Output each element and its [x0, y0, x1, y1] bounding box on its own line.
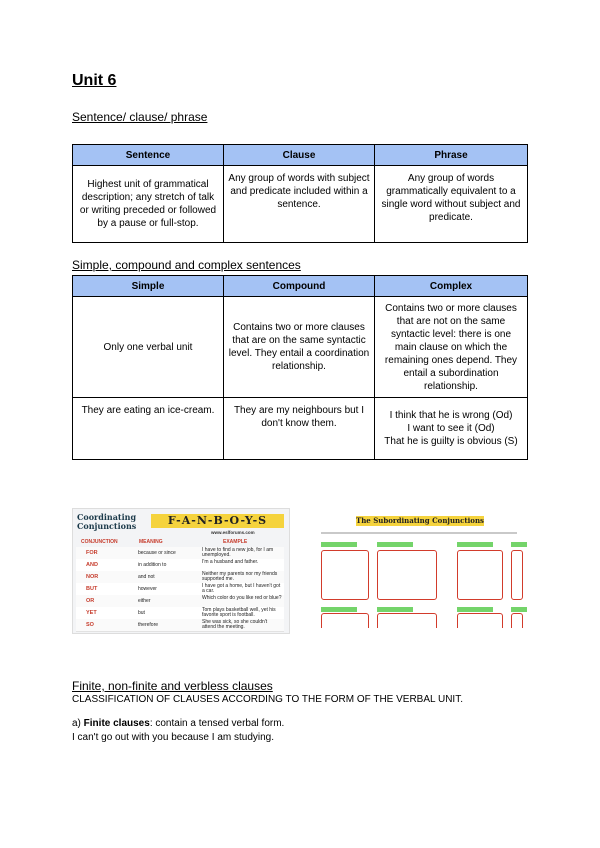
category-label-shape [457, 607, 493, 612]
sentence-definition: Highest unit of grammatical description; any stretch of talk or writing preceded or followed by a pause or full-stop. [73, 166, 224, 243]
fanboys-example: Which color do you like red or blue? [202, 595, 282, 601]
category-label-shape [321, 542, 357, 547]
header-phrase: Phrase [375, 145, 528, 166]
header-complex: Complex [375, 276, 528, 297]
section-heading-sentence-types: Simple, compound and complex sentences [72, 258, 301, 272]
section-heading-sentence-clause-phrase: Sentence/ clause/ phrase [72, 110, 208, 124]
category-label-shape [321, 607, 357, 612]
fanboys-meaning: in addition to [138, 562, 167, 568]
header-sentence: Sentence [73, 145, 224, 166]
fanboys-example: Tom plays basketball well, yet his favorite sport is football. [202, 607, 276, 618]
conjunction-box-shape [457, 613, 503, 628]
simple-example: They are eating an ice-cream. [73, 398, 224, 460]
compound-example: They are my neighbours but I don't know them. [224, 398, 375, 460]
finite-clause-example: I can't go out with you because I am studying. [72, 732, 275, 743]
fanboys-col-conjunction: CONJUNCTION [81, 539, 118, 545]
category-label-shape [457, 542, 493, 547]
fanboys-example: She was sick, so she couldn't attend the meeting. [202, 619, 268, 630]
fanboys-example: Neither my parents nor my friends supported me. [202, 571, 278, 582]
fanboys-meaning: because or since [138, 550, 176, 556]
conjunction-box-shape [511, 613, 523, 628]
unit-title: Unit 6 [72, 72, 117, 89]
conjunction-box-shape [321, 550, 369, 600]
fanboys-meaning: but [138, 610, 145, 616]
fanboys-banner: F-A-N-B-O-Y-S [151, 514, 284, 528]
category-label-shape [377, 542, 413, 547]
fanboys-conjunction: FOR [86, 550, 98, 556]
finite-clauses-definition: a) Finite clauses: contain a tensed verbal form. [72, 718, 285, 729]
fanboys-conjunction: NOR [86, 574, 99, 580]
fanboys-conjunction: AND [86, 562, 98, 568]
classification-subheading: CLASSIFICATION OF CLAUSES ACCORDING TO THE FORM OF THE VERBAL UNIT. [72, 694, 463, 705]
table-header-row [73, 145, 528, 166]
conjunction-box-shape [511, 550, 523, 600]
table-header-row [73, 276, 528, 297]
clause-definition: Any group of words with subject and predicate included within a sentence. [224, 166, 375, 243]
fanboys-site: www.eslforums.com [211, 530, 255, 535]
fanboys-example: I'm a husband and father. [202, 559, 259, 565]
table-row [73, 398, 528, 460]
subordinating-title: The Subordinating Conjunctions [356, 516, 484, 525]
header-clause: Clause [224, 145, 375, 166]
category-label-shape [377, 607, 413, 612]
fanboys-example: I have to find a new job, for I am unemployed. [202, 547, 274, 558]
fanboys-conjunction: YET [86, 610, 97, 616]
fanboys-col-meaning: MEANING [139, 539, 163, 545]
fanboys-meaning: either [138, 598, 151, 604]
fanboys-conjunction: OR [86, 598, 95, 604]
conjunction-box-shape [377, 550, 437, 600]
phrase-definition: Any group of words grammatically equivalent to a single word without subject and predicate. [375, 166, 528, 243]
header-compound: Compound [224, 276, 375, 297]
sentence-clause-phrase-table [72, 144, 528, 243]
fanboys-infographic [72, 508, 290, 634]
fanboys-conjunction: SO [86, 622, 94, 628]
fanboys-conjunction: BUT [86, 586, 98, 592]
table-row [73, 297, 528, 398]
finite-clauses-term: Finite clauses [83, 718, 150, 729]
fanboys-col-example: EXAMPLE [223, 539, 248, 545]
sentence-types-table [72, 275, 528, 460]
conjunction-box-shape [321, 613, 369, 628]
table-row [73, 166, 528, 243]
fanboys-row [76, 619, 284, 632]
conjunction-box-shape [457, 550, 503, 600]
compound-definition: Contains two or more clauses that are on the same syntactic level. They entail a coordination relationship. [224, 297, 375, 398]
fanboys-example: I have got a home, but I haven't got a car. [202, 583, 281, 594]
complex-definition: Contains two or more clauses that are not on the same syntactic level: there is one main clause on which the remaining ones depend. They entail a subordination relationship. [375, 297, 528, 398]
fanboys-meaning: and not [138, 574, 155, 580]
subordinating-conjunctions-infographic [311, 512, 527, 628]
fanboys-title: Coordinating Conjunctions [77, 512, 137, 531]
category-label-shape [511, 607, 527, 612]
divider [321, 532, 517, 534]
complex-example: I think that he is wrong (Od) I want to see it (Od) That he is guilty is obvious (S) [375, 398, 528, 460]
fanboys-meaning: therefore [138, 622, 159, 628]
section-heading-clause-forms: Finite, non-finite and verbless clauses [72, 679, 273, 693]
fanboys-meaning: however [138, 586, 157, 592]
conjunction-box-shape [377, 613, 437, 628]
header-simple: Simple [73, 276, 224, 297]
category-label-shape [511, 542, 527, 547]
simple-definition: Only one verbal unit [73, 297, 224, 398]
